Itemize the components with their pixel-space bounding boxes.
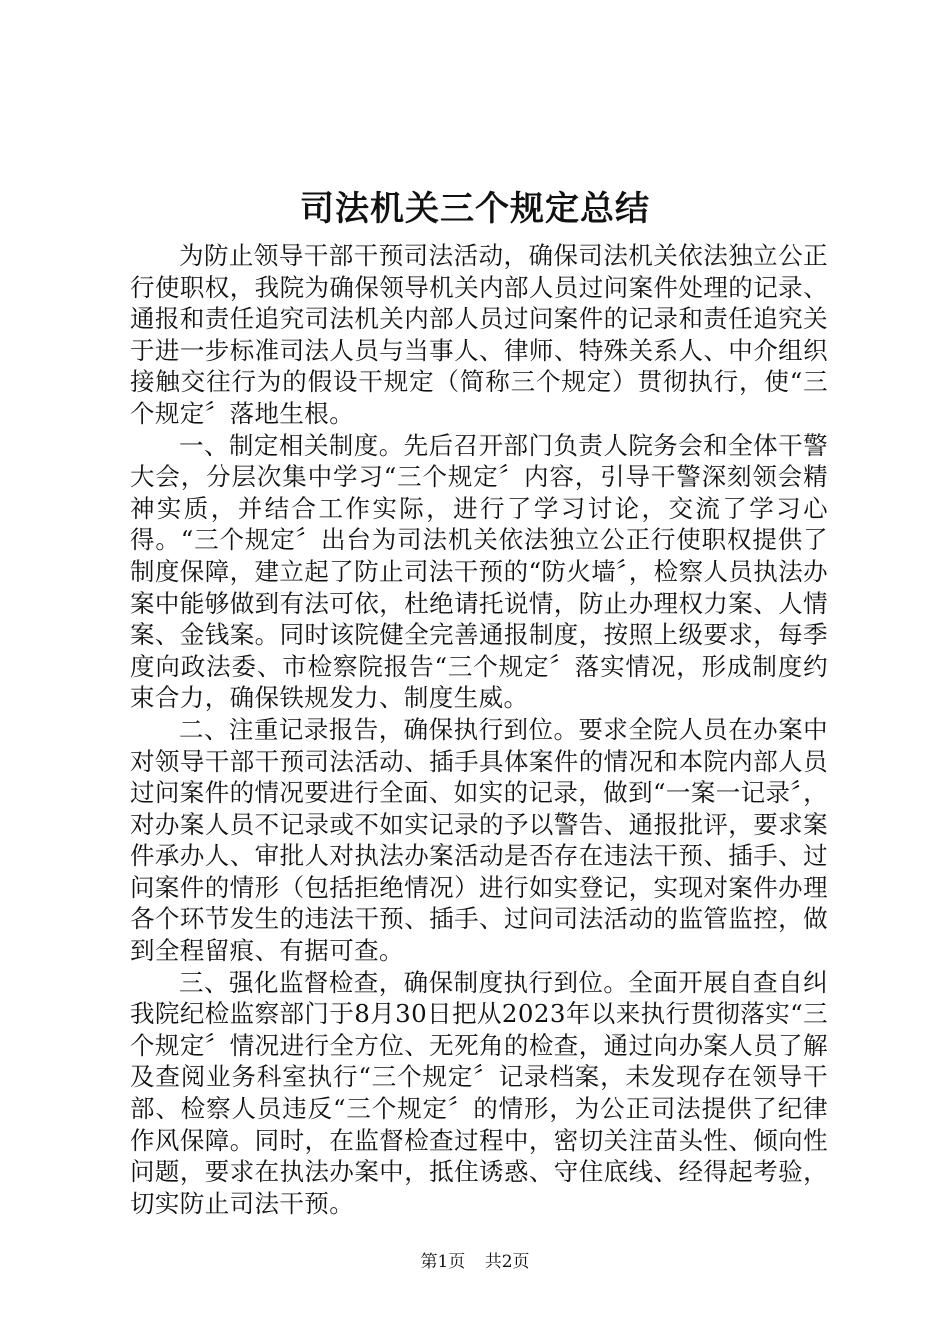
section-2-paragraph: 二、注重记录报告，确保执行到位。要求全院人员在办案中对领导干部干预司法活动、插手具体案件的情况和本院内部人员过问案件的情况要进行全面、如实的记录，做到“一案一记录〞，对办案人员不记录或不如实记录的予以警告、通报批评，要求案件承办人、审批人对执法办案活动是否存在违法干预、插手、过问案件的情形（包括拒绝情况）进行如实登记，实现对案件办理各个环节发生的违法干预、插手、过问司法活动的监管监控，做到全程留痕、有据可查。 bbox=[130, 714, 828, 966]
intro-paragraph: 为防止领导干部干预司法活动，确保司法机关依法独立公正行使职权，我院为确保领导机关内部人员过问案件处理的记录、通报和责任追究司法机关内部人员过问案件的记录和责任追究关于进一步标准司法人员与当事人、律师、特殊关系人、中介组织接触交往行为的假设干规定（简称三个规定）贯彻执行，使“三个规定〞落地生根。 bbox=[130, 241, 828, 428]
document-title: 司法机关三个规定总结 bbox=[300, 189, 650, 229]
document-body bbox=[130, 240, 828, 1219]
section-3-paragraph: 三、强化监督检查，确保制度执行到位。全面开展自查自纠我院纪检监察部门于8月30日把从2023年以来执行贯彻落实“三个规定〞情况进行全方位、无死角的检查，通过向办案人员了解及查阅业务科室执行“三个规定〞记录档案，未发现存在领导干部、检察人员违反“三个规定〞的情形，为公正司法提供了纪律作风保障。同时，在监督检查过程中，密切关注苗头性、倾向性问题，要求在执法办案中，抵住诱惑、守住底线、经得起考验，切实防止司法干预。 bbox=[130, 967, 828, 1218]
page-number: 第1页 bbox=[420, 1252, 466, 1272]
section-1-paragraph: 一、制定相关制度。先后召开部门负责人院务会和全体干警大会，分层次集中学习“三个规定〞内容，引导干警深刻领会精神实质，并结合工作实际，进行了学习讨论，交流了学习心得。“三个规定〞出台为司法机关依法独立公正行使职权提供了制度保障，建立起了防止司法干预的“防火墙〞，检察人员执法办案中能够做到有法可依，杜绝请托说情，防止办理权力案、人情案、金钱案。同时该院健全完善通报制度，按照上级要求，每季度向政法委、市检察院报告“三个规定〞落实情况，形成制度约束合力，确保铁规发力、制度生威。 bbox=[130, 430, 828, 713]
page-total: 共2页 bbox=[484, 1252, 530, 1272]
page-footer bbox=[0, 1250, 950, 1274]
